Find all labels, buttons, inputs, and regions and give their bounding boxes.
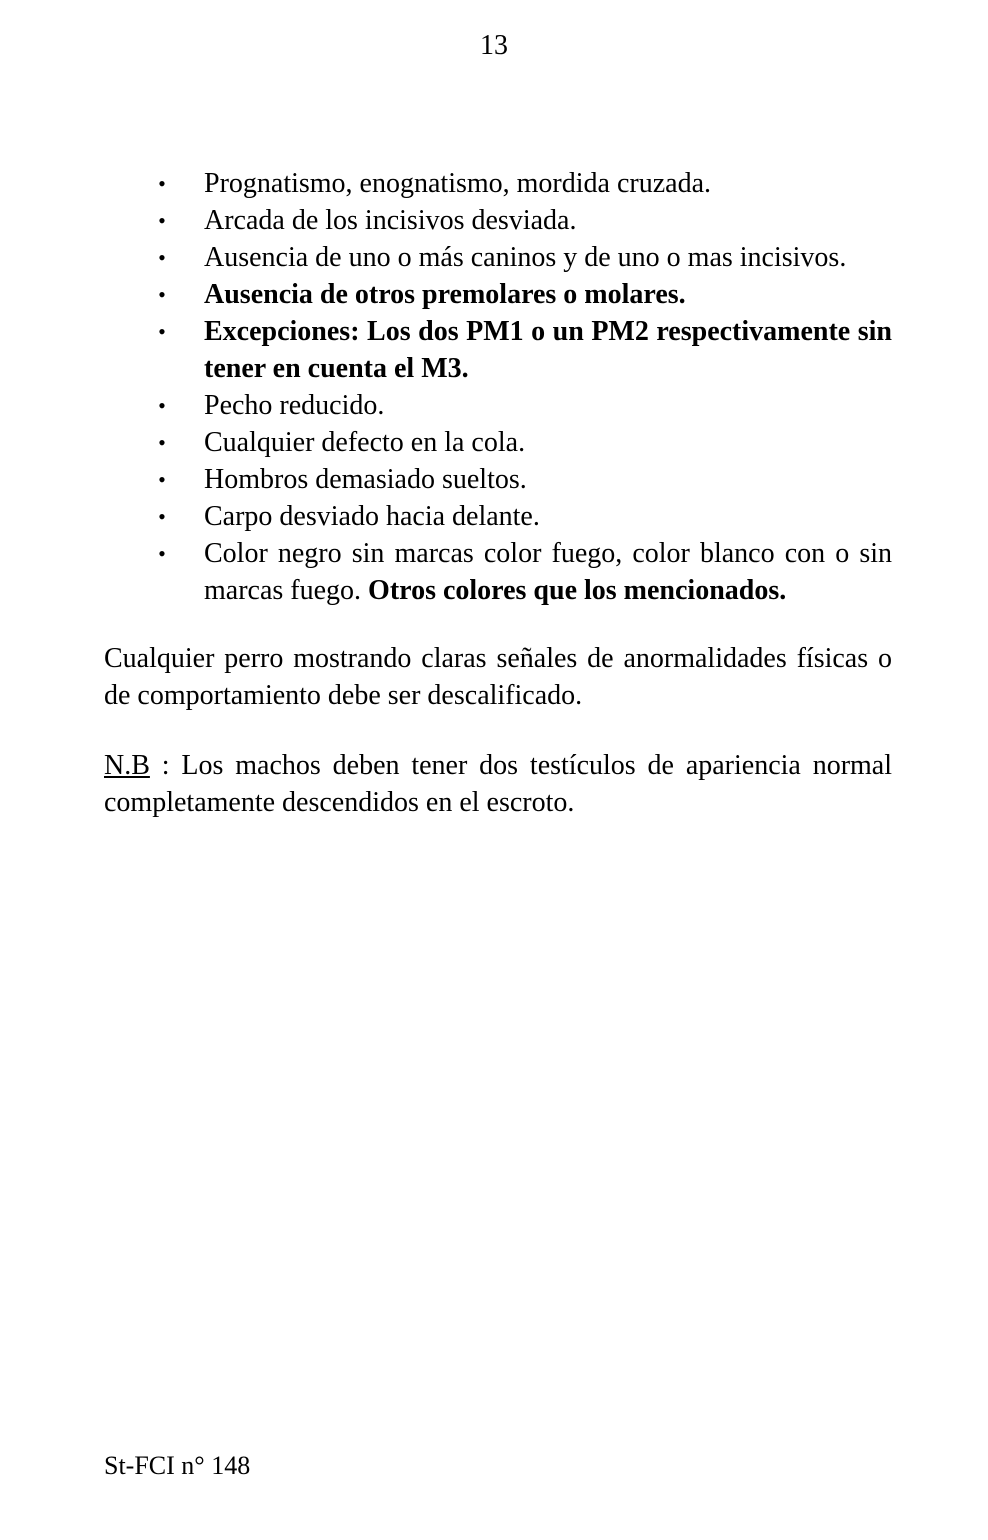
document-body <box>104 165 892 821</box>
list-item <box>158 165 892 202</box>
list-item <box>158 202 892 239</box>
bullet-icon: • <box>158 467 166 492</box>
note-text: Los machos deben tener dos testículos de apariencia normal completamente descendidos en el escroto. <box>104 750 892 818</box>
list-item-text: Ausencia de uno o más caninos y de uno o mas incisivos. <box>204 242 847 273</box>
bullet-icon: • <box>158 208 166 233</box>
bullet-icon: • <box>158 282 166 307</box>
list-item-text: Prognatismo, enognatismo, mordida cruzada. <box>204 168 711 199</box>
disqualification-paragraph: Cualquier perro mostrando claras señales de anormalidades físicas o de comportamiento debe ser descalificado. <box>104 643 892 711</box>
list-item <box>158 387 892 424</box>
list-item-text: Color negro sin marcas color fuego, color blanco con o sin marcas fuego. <box>204 538 892 606</box>
bullet-icon: • <box>158 541 166 566</box>
note-separator: : <box>149 750 182 781</box>
bullet-icon: • <box>158 245 166 270</box>
list-item <box>158 535 892 609</box>
list-item-text: Cualquier defecto en la cola. <box>204 427 526 458</box>
list-item <box>158 313 892 387</box>
list-item <box>158 424 892 461</box>
list-item-text: Carpo desviado hacia delante. <box>204 501 540 532</box>
list-item-text: Pecho reducido. <box>204 390 385 421</box>
note-label: N.B <box>104 750 150 781</box>
list-item-bold-text: Excepciones: Los dos PM1 o un PM2 respectivamente sin tener en cuenta el M3. <box>204 316 892 384</box>
note-paragraph <box>104 747 892 821</box>
list-item-text: Arcada de los incisivos desviada. <box>204 205 577 236</box>
list-item <box>158 239 892 276</box>
footer-standard-ref: St-FCI n° 148 <box>104 1451 251 1480</box>
bullet-icon: • <box>158 430 166 455</box>
faults-list <box>104 165 892 609</box>
bullet-icon: • <box>158 319 166 344</box>
list-item <box>158 461 892 498</box>
bullet-icon: • <box>158 393 166 418</box>
list-item-text: Hombros demasiado sueltos. <box>204 464 527 495</box>
bullet-icon: • <box>158 171 166 196</box>
list-item-bold-text: Otros colores que los mencionados. <box>368 575 787 606</box>
list-item-bold-text: Ausencia de otros premolares o molares. <box>204 279 686 310</box>
bullet-icon: • <box>158 504 166 529</box>
list-item <box>158 498 892 535</box>
page-number: 13 <box>480 30 508 61</box>
list-item <box>158 276 892 313</box>
